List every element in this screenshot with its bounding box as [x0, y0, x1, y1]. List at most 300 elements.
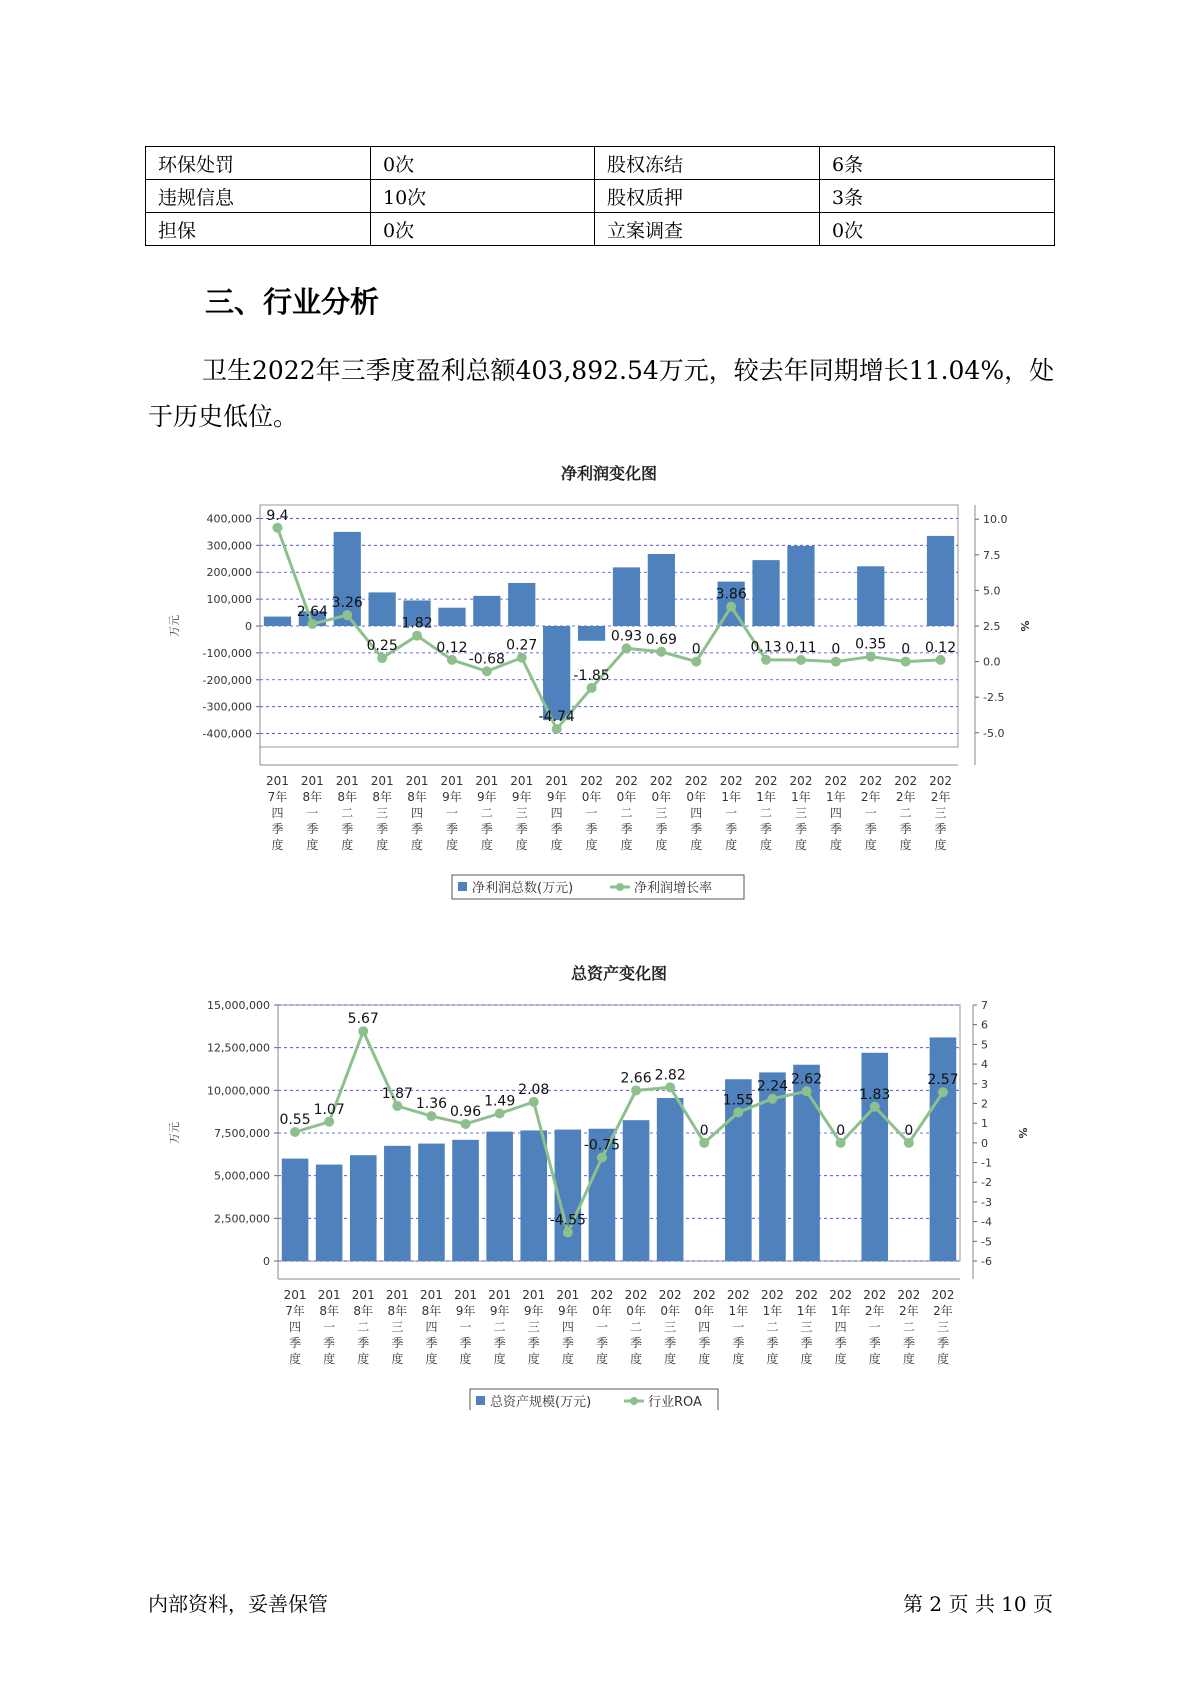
- x-axis-tick-label: 1年: [796, 1304, 817, 1318]
- x-axis-tick-label: 季: [664, 1336, 677, 1350]
- bar: [859, 1053, 891, 1261]
- left-axis-tick-label: -300,000: [202, 700, 252, 714]
- x-axis-tick-label: 度: [515, 838, 528, 852]
- table-cell: 3条: [820, 180, 1055, 213]
- x-axis-tick-label: 202: [824, 774, 848, 788]
- right-axis-tick-label: 0.0: [983, 655, 1001, 669]
- data-label: 5.67: [347, 1011, 379, 1028]
- line-point: [936, 655, 946, 665]
- x-axis-tick-label: 202: [658, 1288, 682, 1302]
- x-axis-tick-label: 9年: [511, 790, 532, 804]
- left-axis-tick-label: 10,000,000: [207, 1084, 270, 1098]
- right-axis-tick-label: -1: [981, 1156, 992, 1170]
- x-axis-tick-label: 0年: [592, 1304, 612, 1318]
- net-profit-chart-svg: [160, 455, 1050, 910]
- data-label: 2.66: [620, 1070, 652, 1087]
- x-axis-tick-label: 度: [480, 838, 493, 852]
- x-axis-tick-label: 一: [585, 806, 598, 820]
- x-axis-tick-label: 一: [732, 1320, 745, 1334]
- x-axis-tick-label: 202: [789, 774, 813, 788]
- data-label: 0.12: [924, 639, 957, 656]
- x-axis-tick-label: 四: [289, 1320, 302, 1334]
- data-label: 9.4: [266, 507, 289, 524]
- x-axis-tick-label: 季: [527, 1336, 540, 1350]
- x-axis-tick-label: 度: [425, 1352, 438, 1366]
- x-axis-tick-label: 季: [630, 1336, 643, 1350]
- chart-title: 净利润变化图: [560, 464, 658, 483]
- x-axis-tick-label: 202: [760, 1288, 784, 1302]
- line-point: [870, 1102, 880, 1112]
- table-row: [146, 180, 1055, 213]
- x-axis-tick-label: 202: [859, 774, 883, 788]
- data-label: 2.24: [756, 1078, 789, 1095]
- x-axis-tick-label: 度: [357, 1352, 370, 1366]
- right-axis-tick-label: 4: [981, 1058, 988, 1072]
- x-axis-tick-label: 度: [561, 1352, 574, 1366]
- x-axis-tick-label: 度: [271, 838, 284, 852]
- x-axis-tick-label: 四: [271, 806, 284, 820]
- data-label: 0: [691, 641, 701, 658]
- data-label: -1.85: [573, 667, 610, 684]
- x-axis-tick-label: 季: [725, 822, 738, 836]
- x-axis-tick-label: 0年: [686, 790, 707, 804]
- data-label: 0.25: [366, 638, 398, 655]
- x-axis-tick-label: 度: [690, 838, 703, 852]
- x-axis-tick-label: 四: [829, 806, 842, 820]
- x-axis-tick-label: 季: [550, 822, 563, 836]
- x-axis-tick-label: 0年: [626, 1304, 646, 1318]
- x-axis-tick-label: 201: [510, 774, 534, 788]
- data-label: 1.49: [484, 1093, 516, 1110]
- data-label: 1.07: [313, 1101, 345, 1118]
- data-label: 0.96: [449, 1103, 482, 1120]
- x-axis-tick-label: 202: [754, 774, 778, 788]
- x-axis-tick-label: 四: [690, 806, 703, 820]
- bar: [418, 1144, 445, 1261]
- data-label: 1.36: [415, 1096, 448, 1113]
- x-axis-tick-label: 202: [726, 1288, 750, 1302]
- left-axis-tick-label: 0: [245, 620, 252, 633]
- x-axis-tick-label: 8年: [302, 790, 323, 804]
- x-axis-tick-label: 202: [614, 774, 638, 788]
- x-axis-tick-label: 度: [341, 838, 354, 852]
- x-axis-tick-label: 度: [289, 1352, 302, 1366]
- x-axis-tick-label: 度: [630, 1352, 643, 1366]
- x-axis-tick-label: 2年: [930, 790, 951, 804]
- left-axis-tick-label: 200,000: [206, 566, 252, 580]
- x-axis-tick-label: 季: [289, 1336, 302, 1350]
- x-axis-tick-label: 度: [725, 838, 738, 852]
- data-label: 0.11: [785, 640, 817, 657]
- x-axis-tick-label: 度: [936, 1352, 949, 1366]
- bar: [438, 608, 465, 626]
- x-axis-tick-label: 度: [732, 1352, 745, 1366]
- x-axis-tick-label: 度: [698, 1352, 711, 1366]
- line-point: [665, 1082, 675, 1092]
- x-axis-tick-label: 三: [936, 1320, 949, 1334]
- x-axis-tick-label: 201: [335, 774, 359, 788]
- line-point: [392, 1101, 402, 1111]
- x-axis-tick-label: 季: [868, 1336, 881, 1350]
- right-axis-tick-label: 2.5: [983, 620, 1001, 633]
- data-label: -4.55: [549, 1212, 586, 1229]
- x-axis-tick-label: 2年: [860, 790, 881, 804]
- x-axis-tick-label: 季: [306, 822, 319, 836]
- data-label: 1.87: [381, 1086, 413, 1103]
- left-axis-tick-label: 100,000: [206, 593, 252, 607]
- analysis-paragraph: 卫生2022年三季度盈利总额403,892.54万元，较去年同期增长11.04%，处于历史低位。: [148, 356, 1055, 431]
- x-axis-tick-label: 二: [760, 806, 773, 820]
- x-axis-tick-label: 一: [595, 1320, 608, 1334]
- x-axis-tick-label: 201: [440, 774, 464, 788]
- right-axis-tick-label: 7: [981, 999, 988, 1012]
- line-point: [656, 647, 666, 657]
- x-axis-tick-label: 度: [934, 838, 947, 852]
- x-axis-tick-label: 四: [425, 1320, 438, 1334]
- x-axis-tick-label: 季: [690, 822, 703, 836]
- x-axis-tick-label: 季: [357, 1336, 370, 1350]
- x-axis-tick-label: 季: [376, 822, 389, 836]
- data-label: -0.68: [468, 651, 505, 668]
- x-axis-tick-label: 二: [493, 1320, 506, 1334]
- data-label: 0.93: [610, 628, 643, 645]
- x-axis-tick-label: 202: [692, 1288, 716, 1302]
- x-axis-tick-label: 季: [411, 822, 424, 836]
- x-axis-tick-label: 三: [376, 806, 389, 820]
- bar: [264, 617, 291, 626]
- x-axis-tick-label: 季: [899, 822, 912, 836]
- x-axis-tick-label: 三: [655, 806, 668, 820]
- x-axis-tick-label: 度: [864, 838, 877, 852]
- left-axis-tick-label: 400,000: [206, 512, 252, 526]
- x-axis-tick-label: 度: [800, 1352, 813, 1366]
- x-axis-tick-label: 1年: [791, 790, 811, 804]
- x-axis-tick-label: 四: [550, 806, 563, 820]
- line-point: [802, 1086, 812, 1096]
- x-axis-tick-label: 三: [391, 1320, 404, 1334]
- x-axis-tick-label: 季: [271, 822, 284, 836]
- x-axis-tick-label: 季: [829, 822, 842, 836]
- right-axis-tick-label: -4: [981, 1215, 992, 1229]
- x-axis-tick-label: 1年: [756, 790, 776, 804]
- x-axis-tick-label: 度: [459, 1352, 472, 1366]
- right-axis-tick-label: 7.5: [983, 548, 1001, 562]
- line-point: [324, 1117, 334, 1127]
- data-label: 0.35: [855, 636, 887, 653]
- x-axis-tick-label: 2年: [899, 1304, 919, 1318]
- x-axis-tick-label: 一: [868, 1320, 881, 1334]
- table-row: [146, 147, 1055, 180]
- line-point: [290, 1127, 300, 1137]
- x-axis-tick-label: 201: [419, 1288, 443, 1302]
- line-point: [796, 655, 806, 665]
- x-axis-tick-label: 季: [493, 1336, 506, 1350]
- right-axis-tick-label: -5.0: [983, 726, 1005, 740]
- x-axis-tick-label: 季: [698, 1336, 711, 1350]
- x-axis-tick-label: 度: [527, 1352, 540, 1366]
- data-label: 0: [904, 1122, 914, 1139]
- x-axis-tick-label: 季: [425, 1336, 438, 1350]
- x-axis-tick-label: 季: [323, 1336, 336, 1350]
- x-axis-tick-label: 度: [376, 838, 389, 852]
- x-axis-tick-label: 度: [595, 1352, 608, 1366]
- line-point: [733, 1107, 743, 1117]
- x-axis-tick-label: 201: [317, 1288, 341, 1302]
- x-axis-tick-label: 0年: [660, 1304, 680, 1318]
- x-axis-tick-label: 四: [698, 1320, 711, 1334]
- right-axis-title: %: [1016, 1127, 1029, 1139]
- data-label: 1.83: [859, 1086, 891, 1103]
- x-axis-tick-label: 1年: [728, 1304, 749, 1318]
- bar: [520, 1130, 547, 1261]
- x-axis-tick-label: 度: [411, 838, 424, 852]
- right-axis-tick-label: -2.5: [983, 691, 1005, 705]
- x-axis-tick-label: 202: [590, 1288, 614, 1302]
- x-axis-tick-label: 202: [649, 774, 673, 788]
- chart-title: 总资产变化图: [570, 964, 668, 983]
- x-axis-tick-label: 201: [283, 1288, 307, 1302]
- x-axis-tick-label: 度: [306, 838, 319, 852]
- x-axis-tick-label: 201: [385, 1288, 409, 1302]
- x-axis-tick-label: 度: [493, 1352, 506, 1366]
- x-axis-tick-label: 二: [766, 1320, 779, 1334]
- x-axis-tick-label: 季: [834, 1336, 847, 1350]
- x-axis-tick-label: 9年: [558, 1304, 578, 1318]
- x-axis-tick-label: 季: [732, 1336, 745, 1350]
- x-axis-tick-label: 四: [411, 806, 424, 820]
- line-point: [761, 655, 771, 665]
- table-cell: 6条: [820, 147, 1055, 180]
- bar: [452, 1140, 479, 1261]
- x-axis-tick-label: 1年: [762, 1304, 783, 1318]
- line-point: [495, 1109, 505, 1119]
- x-axis-tick-label: 8年: [407, 790, 427, 804]
- x-axis-tick-label: 202: [863, 1288, 887, 1302]
- x-axis-tick-label: 度: [445, 838, 458, 852]
- x-axis-tick-label: 度: [829, 838, 842, 852]
- x-axis-tick-label: 一: [445, 806, 458, 820]
- bar: [282, 1159, 309, 1261]
- x-axis-tick-label: 一: [725, 806, 738, 820]
- line-point: [461, 1119, 471, 1129]
- x-axis-tick-label: 二: [480, 806, 493, 820]
- left-axis-tick-label: 2,500,000: [214, 1212, 270, 1226]
- line-point: [691, 657, 701, 667]
- x-axis-tick-label: 7年: [267, 790, 288, 804]
- x-axis-tick-label: 9年: [546, 790, 567, 804]
- line-point: [358, 1026, 368, 1036]
- legend-bar-swatch: [476, 1396, 485, 1405]
- x-axis-tick-label: 202: [929, 774, 953, 788]
- x-axis-tick-label: 1年: [830, 1304, 851, 1318]
- x-axis-tick-label: 201: [522, 1288, 546, 1302]
- right-axis-tick-label: -5: [981, 1235, 992, 1249]
- line-point: [836, 1138, 846, 1148]
- line-point: [307, 619, 317, 629]
- x-axis-tick-label: 0年: [581, 790, 602, 804]
- line-point: [412, 631, 422, 641]
- x-axis-tick-label: 202: [580, 774, 604, 788]
- legend-line-marker: [630, 1397, 638, 1405]
- bar: [350, 1155, 377, 1261]
- x-axis-tick-label: 202: [931, 1288, 955, 1302]
- left-axis-tick-label: 300,000: [206, 539, 252, 553]
- x-axis-tick-label: 2年: [895, 790, 916, 804]
- bar: [384, 1146, 411, 1261]
- footer-confidential-note: 内部资料，妥善保管: [148, 1592, 328, 1616]
- right-axis-tick-label: 3: [981, 1077, 988, 1091]
- data-label: 0.27: [506, 637, 538, 654]
- data-label: 2.64: [296, 604, 328, 621]
- line-point: [938, 1087, 948, 1097]
- x-axis-tick-label: 度: [655, 838, 668, 852]
- bar: [787, 546, 814, 626]
- x-axis-tick-label: 1年: [826, 790, 846, 804]
- x-axis-tick-label: 三: [515, 806, 528, 820]
- x-axis-tick-label: 202: [894, 774, 918, 788]
- x-axis-tick-label: 度: [391, 1352, 404, 1366]
- left-axis-tick-label: -200,000: [202, 673, 252, 687]
- right-axis-tick-label: 6: [981, 1018, 988, 1032]
- bar: [648, 554, 675, 626]
- x-axis-tick-label: 三: [800, 1320, 813, 1334]
- data-label: 1.55: [722, 1092, 754, 1109]
- bar: [752, 560, 779, 626]
- line-point: [901, 657, 911, 667]
- line-point: [726, 602, 736, 612]
- x-axis-tick-label: 季: [934, 822, 947, 836]
- bar: [613, 567, 640, 626]
- x-axis-tick-label: 季: [936, 1336, 949, 1350]
- right-axis-tick-label: 2: [981, 1097, 988, 1111]
- left-axis-tick-label: 7,500,000: [214, 1127, 270, 1140]
- data-label: 0.12: [436, 639, 468, 656]
- table-cell: 担保: [146, 213, 371, 246]
- left-axis-tick-label: 15,000,000: [207, 999, 270, 1012]
- x-axis-tick-label: 度: [868, 1352, 881, 1366]
- bar: [508, 583, 535, 626]
- section-heading: 三、行业分析: [205, 285, 380, 319]
- x-axis-tick-label: 三: [664, 1320, 677, 1334]
- x-axis-tick-label: 三: [934, 806, 947, 820]
- x-axis-tick-label: 四: [561, 1320, 574, 1334]
- bar: [486, 1132, 513, 1261]
- legend-line-label: 净利润增长率: [634, 881, 713, 896]
- line-point: [447, 655, 457, 665]
- x-axis-tick-label: 季: [655, 822, 668, 836]
- x-axis-tick-label: 季: [515, 822, 528, 836]
- x-axis-tick-label: 度: [760, 838, 773, 852]
- x-axis-tick-label: 9年: [489, 1304, 510, 1318]
- x-axis-tick-label: 202: [795, 1288, 819, 1302]
- x-axis-tick-label: 度: [834, 1352, 847, 1366]
- x-axis-tick-label: 度: [620, 838, 633, 852]
- x-axis-tick-label: 202: [897, 1288, 921, 1302]
- x-axis-tick-label: 2年: [864, 1304, 885, 1318]
- table-row: [146, 213, 1055, 246]
- right-axis-tick-label: 10.0: [983, 513, 1008, 527]
- footer-page-number: 第 2 页 共 10 页: [903, 1592, 1053, 1616]
- table-cell: 10次: [371, 180, 595, 213]
- line-point: [529, 1097, 539, 1107]
- x-axis-tick-label: 一: [864, 806, 877, 820]
- line-point: [767, 1094, 777, 1104]
- x-axis-tick-label: 二: [357, 1320, 370, 1334]
- risk-info-table: [145, 146, 1055, 246]
- x-axis-tick-label: 二: [630, 1320, 643, 1334]
- x-axis-tick-label: 二: [341, 806, 354, 820]
- bar: [930, 1037, 957, 1261]
- legend-bar-swatch: [458, 882, 467, 891]
- line-point: [342, 610, 352, 620]
- left-axis-title: 万元: [168, 615, 181, 637]
- right-axis-tick-label: 1: [981, 1117, 988, 1131]
- x-axis-tick-label: 四: [834, 1320, 847, 1334]
- x-axis-tick-label: 8年: [421, 1304, 442, 1318]
- data-label: 0.69: [645, 631, 677, 648]
- bar: [543, 626, 570, 720]
- x-axis-tick-label: 9年: [442, 790, 462, 804]
- x-axis-tick-label: 201: [475, 774, 499, 788]
- left-axis-tick-label: 0: [263, 1255, 270, 1268]
- data-label: -4.74: [538, 709, 575, 726]
- x-axis-tick-label: 9年: [455, 1304, 476, 1318]
- data-label: 3.26: [331, 595, 363, 612]
- x-axis-tick-label: 202: [684, 774, 708, 788]
- line-point: [563, 1227, 573, 1237]
- x-axis-tick-label: 一: [323, 1320, 336, 1334]
- line-point: [904, 1138, 914, 1148]
- x-axis-tick-label: 8年: [387, 1304, 408, 1318]
- left-axis-tick-label: -400,000: [202, 727, 252, 741]
- x-axis-tick-label: 8年: [337, 790, 358, 804]
- right-axis-title: %: [1018, 620, 1031, 632]
- data-label: 1.82: [401, 615, 433, 632]
- x-axis-tick-label: 1年: [721, 790, 741, 804]
- table-cell: 0次: [371, 147, 595, 180]
- x-axis-tick-label: 201: [488, 1288, 512, 1302]
- bar: [657, 1098, 684, 1261]
- data-label: -0.75: [583, 1137, 621, 1154]
- data-label: 0.13: [750, 639, 782, 656]
- bar: [316, 1165, 343, 1261]
- right-axis-tick-label: 5.0: [983, 584, 1001, 598]
- x-axis-tick-label: 201: [405, 774, 429, 788]
- x-axis-tick-label: 202: [829, 1288, 853, 1302]
- line-point: [866, 652, 876, 662]
- x-axis-tick-label: 9年: [477, 790, 497, 804]
- line-point: [517, 653, 527, 663]
- x-axis-tick-label: 201: [454, 1288, 478, 1302]
- x-axis-tick-label: 季: [391, 1336, 404, 1350]
- x-axis-tick-label: 度: [899, 838, 912, 852]
- x-axis-tick-label: 一: [306, 806, 319, 820]
- table-cell: 0次: [820, 213, 1055, 246]
- left-axis-title: 万元: [168, 1122, 181, 1144]
- line-point: [272, 523, 282, 533]
- left-axis-tick-label: 5,000,000: [214, 1169, 270, 1183]
- table-cell: 环保处罚: [146, 147, 371, 180]
- x-axis-tick-label: 201: [370, 774, 394, 788]
- x-axis-tick-label: 度: [766, 1352, 779, 1366]
- x-axis-tick-label: 一: [459, 1320, 472, 1334]
- data-label: 0: [831, 641, 841, 658]
- right-axis-tick-label: 0: [981, 1136, 988, 1150]
- left-axis-tick-label: -100,000: [202, 646, 252, 660]
- x-axis-tick-label: 0年: [616, 790, 637, 804]
- x-axis-tick-label: 8年: [372, 790, 392, 804]
- data-label: 0: [901, 641, 911, 658]
